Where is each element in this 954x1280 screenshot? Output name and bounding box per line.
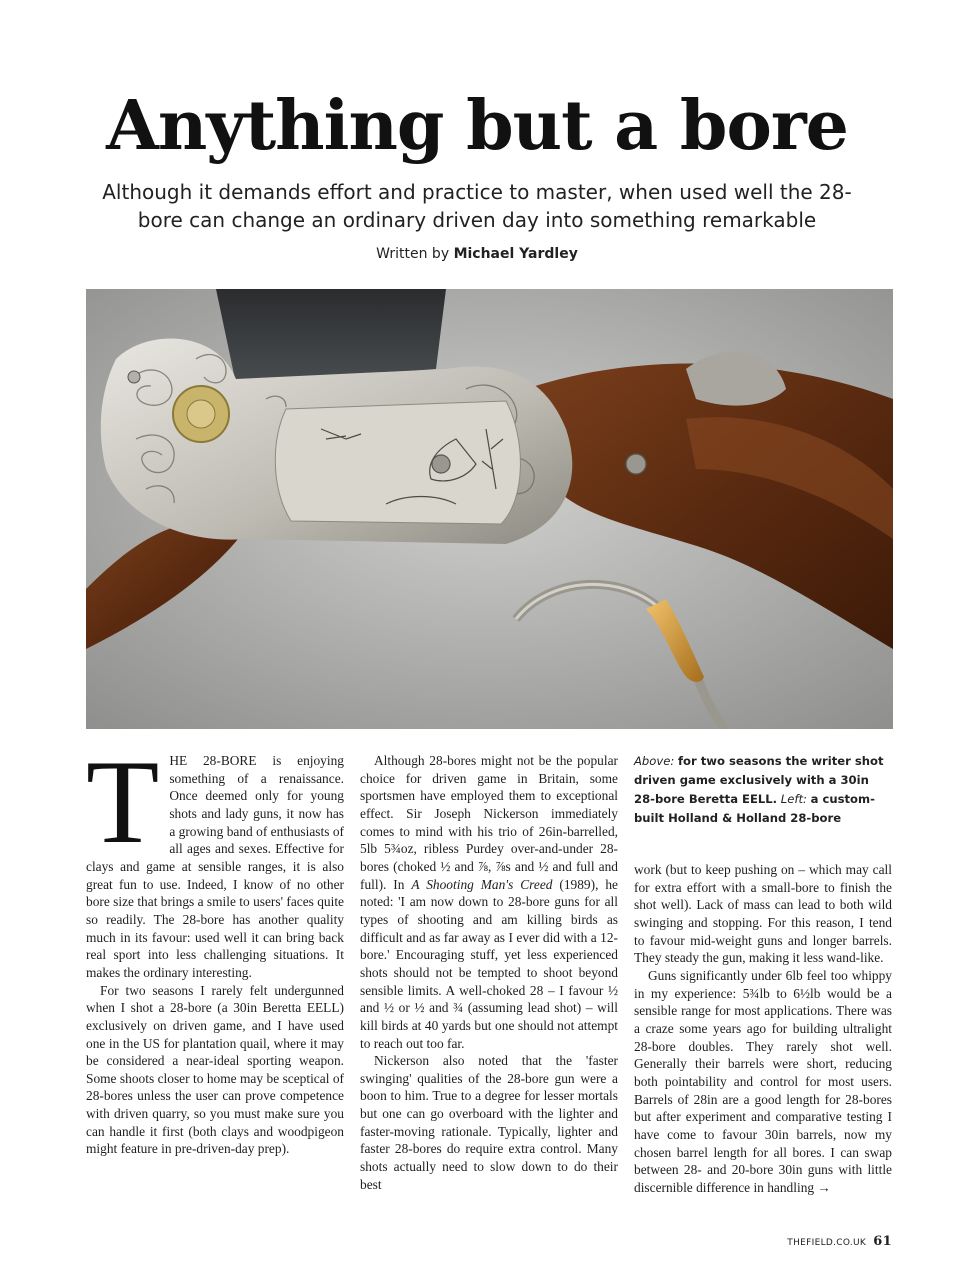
paragraph-text: Although 28-bores might not be the popular choice for driven game in Britain, some sportsmen have employed them to exceptional effect. Sir Joseph Nickerson immediately comes to mind with his trio of 26in-barrelled, 5lb 5¾oz, ribless Purdey over-and-under 28-bores (choked ½ and ⅞, ⅞s and ½ and full and full). In xyxy=(360,753,618,892)
byline xyxy=(0,246,954,262)
paragraph xyxy=(360,752,618,1052)
headline: Anything but a bore xyxy=(106,86,848,166)
paragraph-text: (1989), he noted: 'I am now down to 28-bore guns for all types of shooting and am killing birds as difficult and as far away as I ever did with a 12-bore.' Encouraging stuff, yet less experienced shots should not be tempted to shoot beyond sensible limits. A well-choked 28 – I favour ½ and ½ or ½ and ¾ (assuming lead shot) – will kill birds at 40 yards but one should not attempt to reach out too far. xyxy=(360,876,618,1051)
paragraph: work (but to keep pushing on – which may call for extra effort with a small-bore to finish the shot well). Lack of mass can lead to both wild swinging and stopping. For this reason, I tend to favour mid-weight guns and longer barrels. They steady the gun, making it less wand-like. xyxy=(634,862,892,966)
standfirst: Although it demands effort and practice to master, when used well the 28-bore can change an ordinary driven day into something remarkable xyxy=(102,180,852,232)
drop-cap: T xyxy=(86,735,160,868)
caption-above-label: Above: xyxy=(634,754,675,768)
caption-left-label: Left: xyxy=(780,792,807,806)
byline-prefix: Written by xyxy=(376,246,450,262)
intro-text: is enjoying something of a renaissance. Once deemed only for young shots and lady guns, it now has a growing band of enthusiasts of all ages and sexes. Effective for clays and game at sensible ranges, it is also great fun to use. Indeed, I know of no other bore size that brings a smile to users' faces quite so readily. The 28-bore has another quality much in its favour: used well it can bring back real sport into less challenging situations. It makes the ordinary interesting. xyxy=(86,753,344,980)
intro-lead-in: HE 28-BORE xyxy=(169,753,257,768)
column-2 xyxy=(360,752,618,1193)
gun-illustration xyxy=(86,289,893,729)
column-1 xyxy=(86,735,344,1158)
gun-photo xyxy=(86,289,893,729)
photo-caption xyxy=(634,752,892,828)
book-title: A Shooting Man's Creed xyxy=(411,876,553,892)
paragraph: For two seasons I rarely felt undergunned when I shot a 28-bore (a 30in Beretta EELL) exclusively on driven game, and I have used one in the US for plantation quail, where it may be considered a near-ideal sporting weapon. Some shoots closer to home may be sceptical of 28-bores unless the user can prove competence with driven quarry, so you must make sure you can handle it first (both clays and woodpigeon might feature in pre-driven-day prep). xyxy=(86,982,344,1157)
caption-left-text: a custom-built Holland & Holland 28-bore xyxy=(634,792,875,825)
page-number: 61 xyxy=(873,1234,892,1249)
footer-site: THEFIELD.CO.UK xyxy=(787,1238,867,1248)
column-3 xyxy=(634,752,892,1196)
paragraph xyxy=(634,967,892,1197)
paragraph-intro xyxy=(86,735,344,982)
paragraph: Nickerson also noted that the 'faster swinging' qualities of the 28-bore gun were a boon to him. True to a degree for lesser mortals but one can go overboard with the lighter and faster-moving rationale. Typically, lighter and faster 28-bores do require extra control. Many shots actually need to slow down to do their best xyxy=(360,1053,618,1192)
paragraph-text: Guns significantly under 6lb feel too whippy in my experience: 5¾lb to 6½lb would be a sensible range for most applications. There was a craze some years ago for building ultralight 28-bore doubles. They rarely shot well. Generally their barrels were short, reducing both pointability and control for most users. Barrels of 28in are a good length for 28-bores but after experiment and comparative testing I have come to favour 30in barrels, now my chosen barrel length for all bores. I can swap between 28- and 20-bore 30in guns with little discernible difference in handling xyxy=(634,967,892,1195)
page-footer xyxy=(787,1234,892,1249)
continue-arrow-icon: → xyxy=(817,1179,831,1195)
author-name: Michael Yardley xyxy=(453,246,578,262)
caption-above-text: for two seasons the writer shot driven game exclusively with a 30in 28-bore Beretta EELL. xyxy=(634,754,884,806)
